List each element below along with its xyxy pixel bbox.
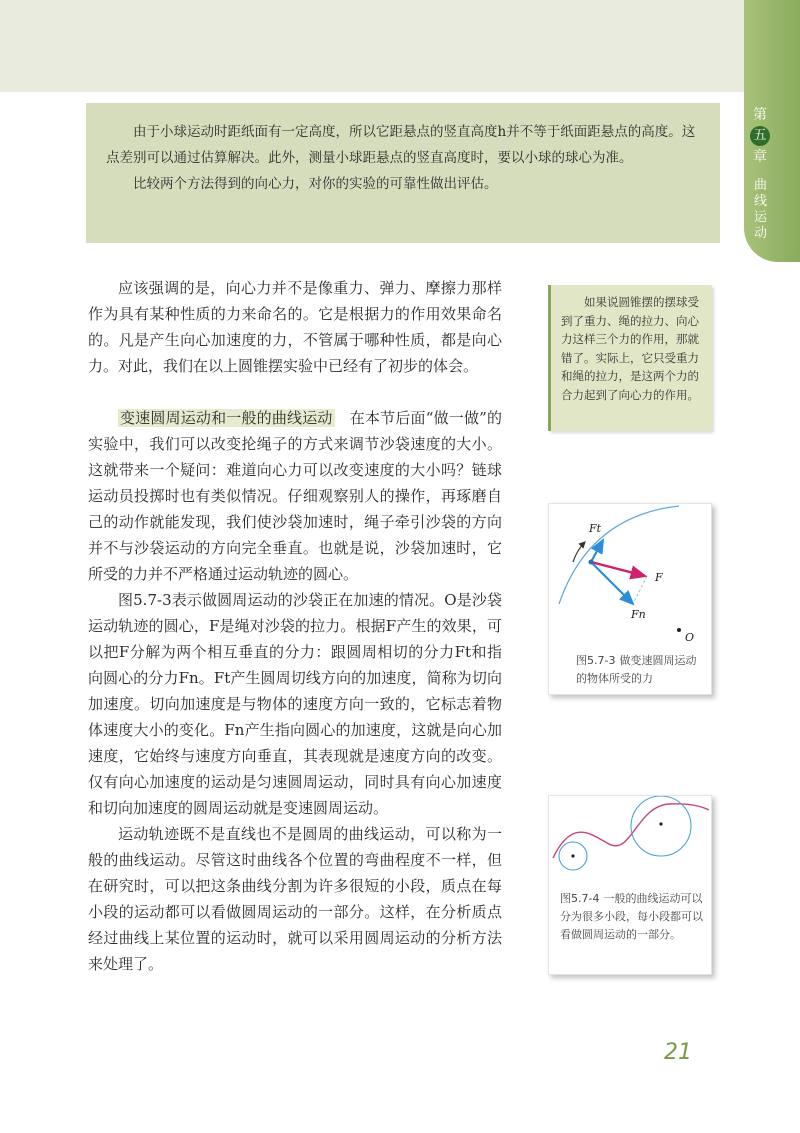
- note-paragraph-2: 比较两个方法得到的向心力，对你的实验的可靠性做出评估。: [133, 176, 498, 192]
- chapter-number: 五: [750, 126, 770, 146]
- chapter-label-bottom: 章: [753, 149, 767, 165]
- chapter-label-top: 第: [753, 107, 767, 123]
- main-text-block-2: [88, 405, 502, 977]
- body-paragraph-1: 应该强调的是，向心力并不是像重力、弹力、摩擦力那样作为具有某种性质的力来命名的。它是根据力的作用效果命名的。凡是产生向心加速度的力，不管属于哪种性质，都是向心力。对此，我们在以上圆锥摆实验中已经有了初步的体会。: [88, 279, 502, 375]
- label-ft: Ft: [589, 522, 602, 535]
- main-text-block-1: [88, 275, 502, 379]
- large-circle-center: [659, 822, 662, 825]
- figure-5-7-4-diagram: [549, 796, 713, 888]
- chapter-title: 曲线运动: [754, 178, 768, 241]
- center-point-o: [677, 628, 681, 632]
- body-paragraph-2: [88, 405, 502, 587]
- figure-5-7-4-caption: [560, 890, 706, 944]
- header-band: [0, 0, 744, 92]
- experiment-note-box: [86, 103, 720, 243]
- body-paragraph-4: 运动轨迹既不是直线也不是圆周的曲线运动，可以称为一般的曲线运动。尽管这时曲线各个位置的弯曲程度不一样，但在研究时，可以把这条曲线分割为许多很短的小段，质点在每小段的运动都可以看做圆周运动的一部分。这样，在分析质点经过曲线上某位置的运动时，就可以采用圆周运动的分析方法来处理了。: [88, 825, 502, 973]
- figure-5-7-3-caption: [576, 652, 704, 688]
- note-paragraph-1: 由于小球运动时距纸面有一定高度，所以它距悬点的竖直高度h并不等于纸面距悬点的高度。这点差别可以通过估算解决。此外，测量小球距悬点的竖直高度时，要以小球的球心为准。: [106, 124, 696, 166]
- figure-5-7-4-card: [548, 795, 712, 975]
- label-fn: Fn: [631, 608, 646, 621]
- page-number: 21: [664, 1040, 692, 1065]
- chapter-label: [750, 106, 770, 166]
- body-paragraph-3: 图5.7-3表示做圆周运动的沙袋正在加速的情况。O是沙袋运动轨迹的圆心，F是绳对沙袋的拉力。根据F产生的效果，可以把F分解为两个相互垂直的分力：跟圆周相切的分力Ft和指向圆心的分力Fn。Ft产生圆周切线方向的加速度，简称为切向加速度。切向加速度是与物体的速度方向一致的，它标志着物体速度大小的变化。Fn产生指向圆心的加速度，这就是向心加速度，它始终与速度方向垂直，其表现就是速度方向的改变。仅有向心加速度的运动是匀速圆周运动，同时具有向心加速度和切向加速度的圆周运动就是变速圆周运动。: [88, 591, 502, 817]
- figure-5-7-3-label: 图5.7-3: [576, 654, 616, 667]
- sandbag-point: [589, 560, 594, 565]
- parallelogram-dash-2: [633, 576, 647, 604]
- small-circle-center: [571, 854, 574, 857]
- label-f: F: [655, 571, 663, 584]
- figure-5-7-3-caption-text: 做变速圆周运动的物体所受的力: [576, 654, 697, 685]
- tangential-force-ft-arrow: [591, 540, 603, 562]
- motion-direction-arrow: [573, 542, 585, 562]
- section-heading: 变速圆周运动和一般的曲线运动: [120, 409, 333, 427]
- margin-note: [548, 285, 712, 431]
- figure-5-7-4-label: 图5.7-4: [560, 892, 600, 905]
- body-paragraph-2-text: 在本节后面“做一做”的实验中，我们可以改变抡绳子的方式来调节沙袋速度的大小。这就带来一个疑问：难道向心力可以改变速度的大小吗？链球运动员投掷时也有类似情况。仔细观察别人的操作，再琢磨自己的动作就能发现，我们使沙袋加速时，绳子牵引沙袋的方向并不与沙袋运动的方向完全垂直。也就是说，沙袋加速时，它所受的力并不严格通过运动轨迹的圆心。: [88, 409, 502, 583]
- label-o: O: [685, 631, 695, 644]
- margin-note-text: 如果说圆锥摆的摆球受到了重力、绳的拉力、向心力这样三个力的作用，那就错了。实际上，它只受重力和绳的拉力，是这两个力的合力起到了向心力的作用。: [561, 295, 699, 402]
- figure-5-7-3-diagram: [549, 504, 713, 644]
- figure-5-7-4-caption-text: 一般的曲线运动可以分为很多小段，每小段都可以看做圆周运动的一部分。: [560, 892, 703, 941]
